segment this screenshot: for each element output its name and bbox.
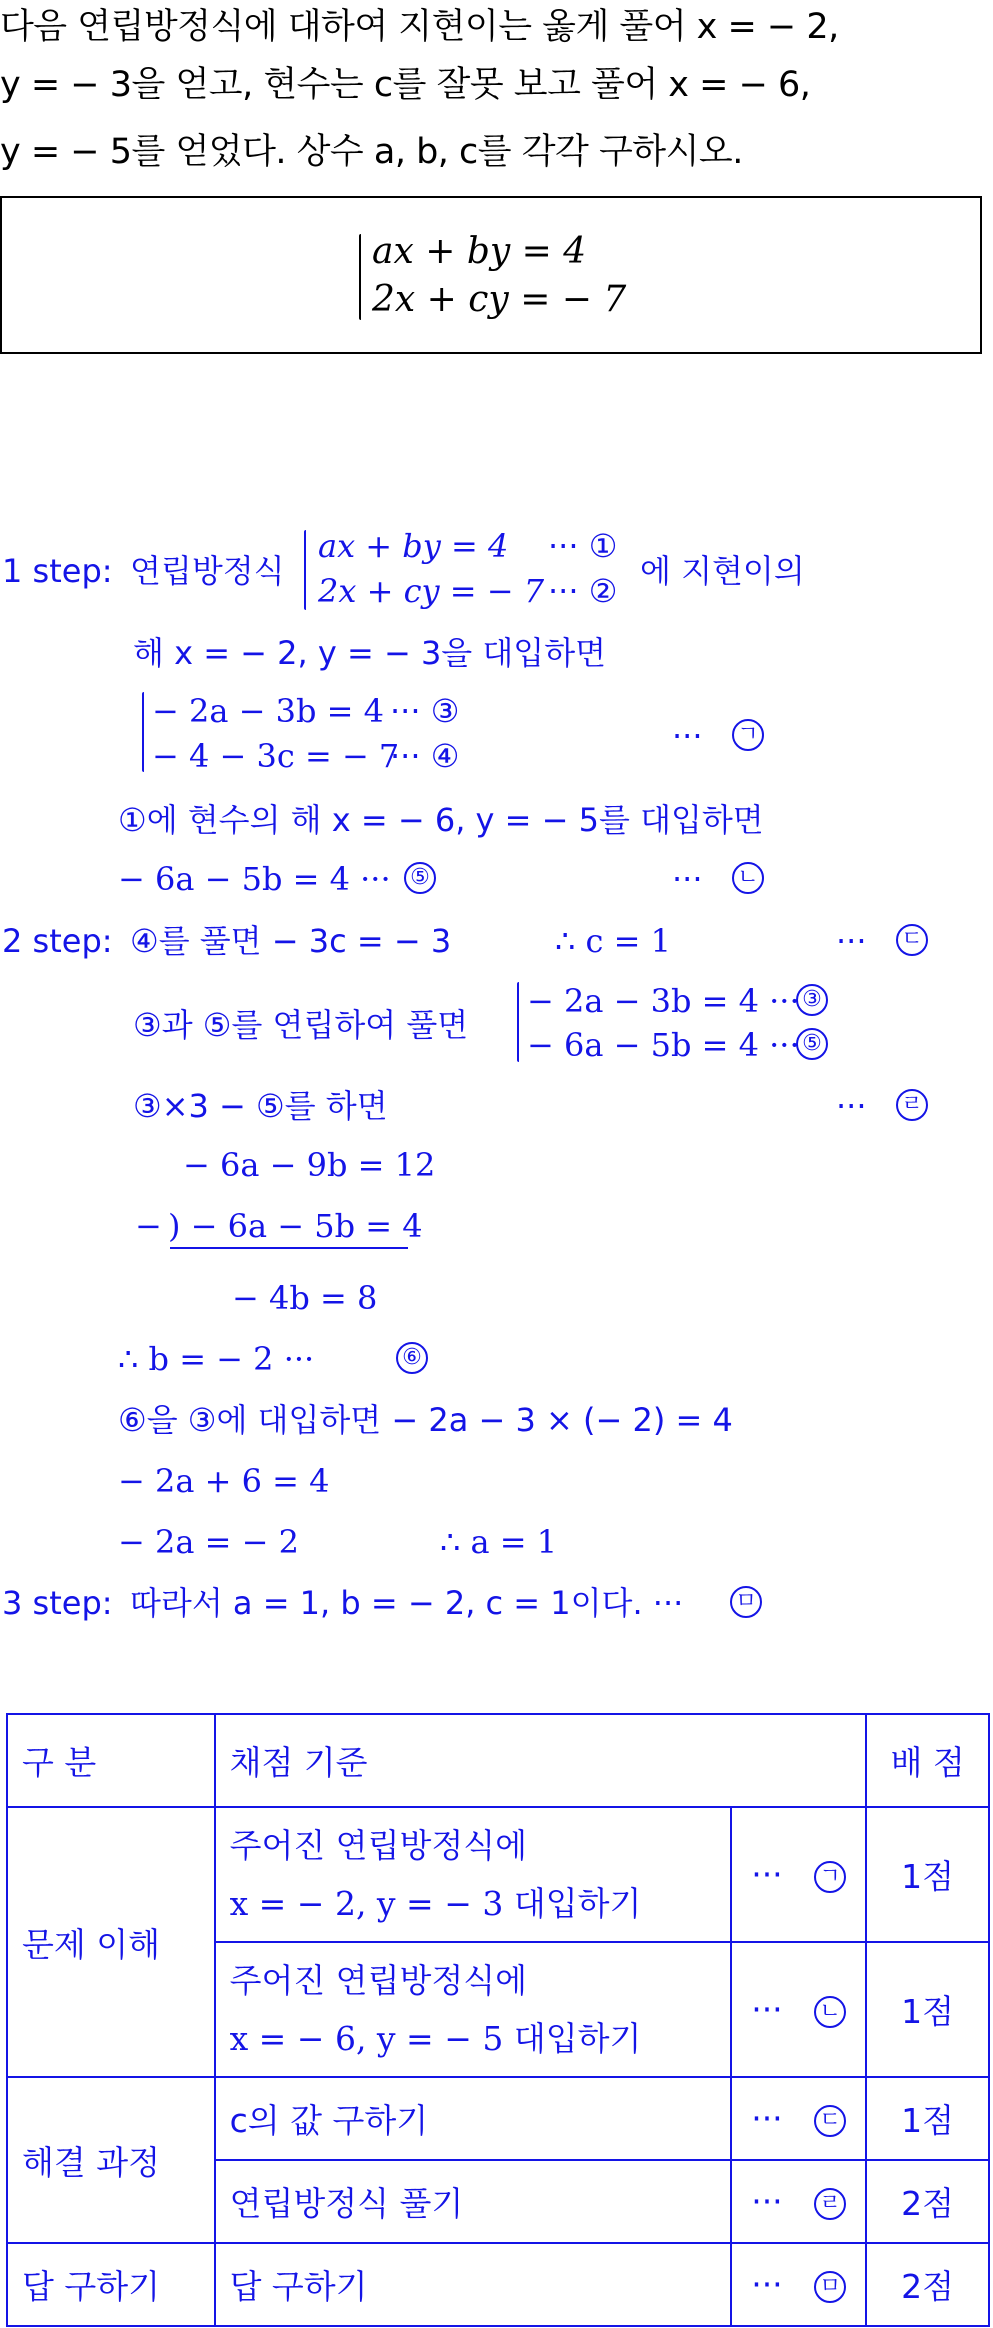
mark-d: ㄹ xyxy=(896,1089,928,1121)
mark-e-badge xyxy=(730,1586,762,1618)
calc-line-2: ) − 6a − 5b = 4 xyxy=(168,1207,423,1245)
question-line-2: y = − 3을 얻고, 현수는 c를 잘못 보고 풀어 x = − 6, xyxy=(0,65,811,105)
step-2-line-1: ④를 풀면 − 3c = − 3 xyxy=(130,922,452,960)
step-1-text-a: 연립방정식 xyxy=(130,552,285,590)
step-1-sys-eq-3-ref: ··· ③ xyxy=(390,692,460,730)
mark-b: ㄴ xyxy=(732,862,764,894)
score-cell: 2점 xyxy=(866,2243,989,2326)
step-2-sys-eq-1-ref-badge xyxy=(796,984,828,1016)
step-1-sys-eq-4-ref: ··· ④ xyxy=(390,737,460,775)
step-1-eq-1-ref: ··· ① xyxy=(548,527,618,565)
mark-cell xyxy=(731,2077,866,2160)
mark-a: ㄱ xyxy=(732,719,764,751)
header-criterion: 채점 기준 xyxy=(215,1714,867,1807)
step-2-system-brace xyxy=(517,982,519,1062)
step-1-eq-5-ref-badge xyxy=(404,862,436,894)
mark-b-badge xyxy=(732,862,764,894)
step-1-text-b: 에 지현이의 xyxy=(640,552,805,590)
rubric-row xyxy=(7,1807,989,1942)
step-1-eq-2-ref: ··· ② xyxy=(548,572,618,610)
mark-dots: ··· xyxy=(751,1990,783,2029)
step-2-line-3: ③×3 − ⑤를 하면 xyxy=(133,1087,388,1125)
therefore-a: ∴ a = 1 xyxy=(440,1523,558,1561)
calc-result: − 4b = 8 xyxy=(232,1279,378,1317)
score-cell: 2점 xyxy=(866,2160,989,2243)
category-understanding: 문제 이해 xyxy=(7,1807,215,2077)
score-cell: 1점 xyxy=(866,1942,989,2077)
system-brace xyxy=(359,234,361,320)
mark-badge: ㄷ xyxy=(814,2105,846,2137)
step-1-line-2: 해 x = − 2, y = − 3을 대입하면 xyxy=(133,634,607,672)
score-cell: 1점 xyxy=(866,2077,989,2160)
mark-badge: ㄹ xyxy=(814,2188,846,2220)
step-1-eq-5: − 6a − 5b = 4 ··· xyxy=(118,860,391,898)
therefore-b: ∴ b = − 2 ··· xyxy=(118,1340,315,1378)
header-score: 배 점 xyxy=(866,1714,989,1807)
criterion-cell xyxy=(215,2160,732,2243)
step-1-eq-5-ref: ⑤ xyxy=(404,862,436,894)
rubric-header-row xyxy=(7,1714,989,1807)
header-category: 구 분 xyxy=(7,1714,215,1807)
mark-cell xyxy=(731,1942,866,2077)
criterion-line-2: x = − 2, y = − 3 대입하기 xyxy=(229,1883,642,1923)
criterion-line-1: 연립방정식 풀기 xyxy=(229,2184,464,2223)
step-2-label: 2 step: xyxy=(2,922,113,960)
criterion-cell xyxy=(215,2243,732,2326)
simplify-1: − 2a + 6 = 4 xyxy=(118,1462,330,1500)
mark-e: ㅁ xyxy=(730,1586,762,1618)
mark-cell xyxy=(731,2243,866,2326)
step-1-sys-eq-3: − 2a − 3b = 4 xyxy=(152,692,384,730)
substitute-line: ⑥을 ③에 대입하면 − 2a − 3 × (− 2) = 4 xyxy=(118,1401,733,1439)
step-2-line-2: ③과 ⑤를 연립하여 풀면 xyxy=(133,1006,469,1044)
category-answer: 답 구하기 xyxy=(7,2243,215,2326)
step-2-sys-eq-2: − 6a − 5b = 4 ··· xyxy=(527,1026,800,1064)
mark-badge: ㄴ xyxy=(814,1996,846,2028)
category-process: 해결 과정 xyxy=(7,2077,215,2243)
criterion-line-1: 주어진 연립방정식에 xyxy=(229,1825,527,1865)
step-1-eq-1: ax + by = 4 xyxy=(318,527,509,565)
criterion-cell xyxy=(215,1807,732,1942)
system-equation-2: 2x + cy = − 7 xyxy=(372,279,627,320)
calc-line-1: − 6a − 9b = 12 xyxy=(183,1146,436,1184)
step-1-label: 1 step: xyxy=(2,552,113,590)
step-1-system-brace xyxy=(142,692,144,772)
step-1-eq-2: 2x + cy = − 7 xyxy=(318,572,545,610)
criterion-line-1: c의 값 구하기 xyxy=(229,2101,429,2140)
step-2-sys-eq-1: − 2a − 3b = 4 ··· xyxy=(527,982,800,1020)
rubric-row xyxy=(7,2077,989,2160)
mark-c-dots: ··· xyxy=(836,922,867,960)
mark-cell xyxy=(731,1807,866,1942)
therefore-b-ref-badge xyxy=(396,1342,428,1374)
step-2-sys-eq-2-ref-badge xyxy=(796,1028,828,1060)
criterion-cell xyxy=(215,2077,732,2160)
criterion-line-2: x = − 6, y = − 5 대입하기 xyxy=(229,2018,642,2058)
simplify-2: − 2a = − 2 xyxy=(118,1523,299,1561)
calc-minus: − xyxy=(135,1207,162,1245)
step-2-sys-eq-1-ref: ③ xyxy=(796,984,828,1016)
question-system-box xyxy=(0,196,982,354)
rubric-row xyxy=(7,2243,989,2326)
system-equation-1: ax + by = 4 xyxy=(372,231,587,272)
criterion-line-1: 답 구하기 xyxy=(229,2267,368,2306)
step-1-line-3: ①에 현수의 해 x = − 6, y = − 5를 대입하면 xyxy=(118,801,764,839)
question-line-1: 다음 연립방정식에 대하여 지현이는 옳게 풀어 x = − 2, xyxy=(0,7,839,47)
mark-a-badge xyxy=(732,719,764,751)
mark-cell xyxy=(731,2160,866,2243)
rubric-table xyxy=(6,1713,990,2327)
mark-badge: ㅁ xyxy=(814,2271,846,2303)
mark-dots: ··· xyxy=(751,2182,783,2221)
mark-d-badge xyxy=(896,1089,928,1121)
mark-dots: ··· xyxy=(751,2265,783,2304)
step-3-label: 3 step: xyxy=(2,1584,113,1622)
mark-d-dots: ··· xyxy=(836,1087,867,1125)
criterion-line-1: 주어진 연립방정식에 xyxy=(229,1960,527,2000)
calc-divider xyxy=(170,1247,408,1249)
mark-dots: ··· xyxy=(751,2099,783,2138)
question-line-3: y = − 5를 얻었다. 상수 a, b, c를 각각 구하시오. xyxy=(0,132,743,172)
therefore-b-ref: ⑥ xyxy=(396,1342,428,1374)
criterion-cell xyxy=(215,1942,732,2077)
step-2-sys-eq-2-ref: ⑤ xyxy=(796,1028,828,1060)
mark-b-dots: ··· xyxy=(672,860,703,898)
mark-c: ㄷ xyxy=(896,924,928,956)
step-1-sys-eq-4: − 4 − 3c = − 7 xyxy=(152,737,400,775)
mark-badge: ㄱ xyxy=(814,1861,846,1893)
step-2-therefore-c: ∴ c = 1 xyxy=(555,922,671,960)
score-cell: 1점 xyxy=(866,1807,989,1942)
mark-c-badge xyxy=(896,924,928,956)
mark-a-dots: ··· xyxy=(672,717,703,755)
mark-dots: ··· xyxy=(751,1855,783,1894)
step-1-brace xyxy=(304,530,306,610)
step-3-text: 따라서 a = 1, b = − 2, c = 1이다. ··· xyxy=(130,1584,684,1622)
